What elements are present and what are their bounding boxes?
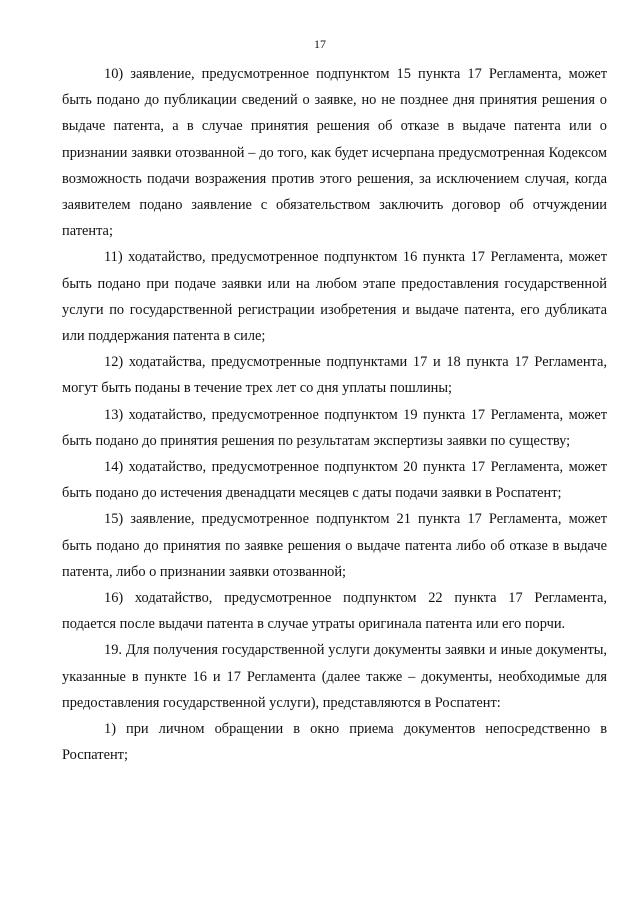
- paragraph-item-15: 15) заявление, предусмотренное подпунктом 21 пункта 17 Регламента, может быть подано до принятия по заявке решения о выдаче патента либо об отказе в выдаче патента, либо о признании заявки отозванной;: [62, 511, 607, 580]
- paragraph-item-12: 12) ходатайства, предусмотренные подпунктами 17 и 18 пункта 17 Регламента, могут быть поданы в течение трех лет со дня уплаты пошлины;: [62, 354, 607, 397]
- paragraph-item-14: 14) ходатайство, предусмотренное подпунктом 20 пункта 17 Регламента, может быть подано до истечения двенадцати месяцев с даты подачи заявки в Роспатент;: [62, 459, 607, 502]
- page-number: 17: [314, 37, 326, 51]
- document-body: [62, 61, 607, 768]
- paragraph-item-10: 10) заявление, предусмотренное подпунктом 15 пункта 17 Регламента, может быть подано до публикации сведений о заявке, но не позднее дня принятия решения о выдаче патента, а в случае принятия решения об отказе в выдаче патента или о признании заявки отозванной – до того, как будет исчерпана предусмотренная Кодексом возможность подачи возражения против этого решения, за исключением случая, когда заявителем подано заявление с обязательством заключить договор об отчуждении патента;: [62, 66, 607, 240]
- paragraph-item-11: 11) ходатайство, предусмотренное подпунктом 16 пункта 17 Регламента, может быть подано при подаче заявки или на любом этапе предоставления государственной услуги по государственной регистрации изобретения и выдаче патента, его дубликата или поддержания патента в силе;: [62, 249, 607, 345]
- paragraph-item-16: 16) ходатайство, предусмотренное подпунктом 22 пункта 17 Регламента, подается после выдачи патента в случае утраты оригинала патента или его порчи.: [62, 590, 607, 633]
- paragraph-item-13: 13) ходатайство, предусмотренное подпунктом 19 пункта 17 Регламента, может быть подано до принятия решения по результатам экспертизы заявки по существу;: [62, 406, 607, 449]
- paragraph-section-19: 19. Для получения государственной услуги документы заявки и иные документы, указанные в пункте 16 и 17 Регламента (далее также – документы, необходимые для предоставления государственной услуги), представляются в Роспатент:: [62, 642, 607, 711]
- paragraph-subitem-1: 1) при личном обращении в окно приема документов непосредственно в Роспатент;: [62, 721, 607, 764]
